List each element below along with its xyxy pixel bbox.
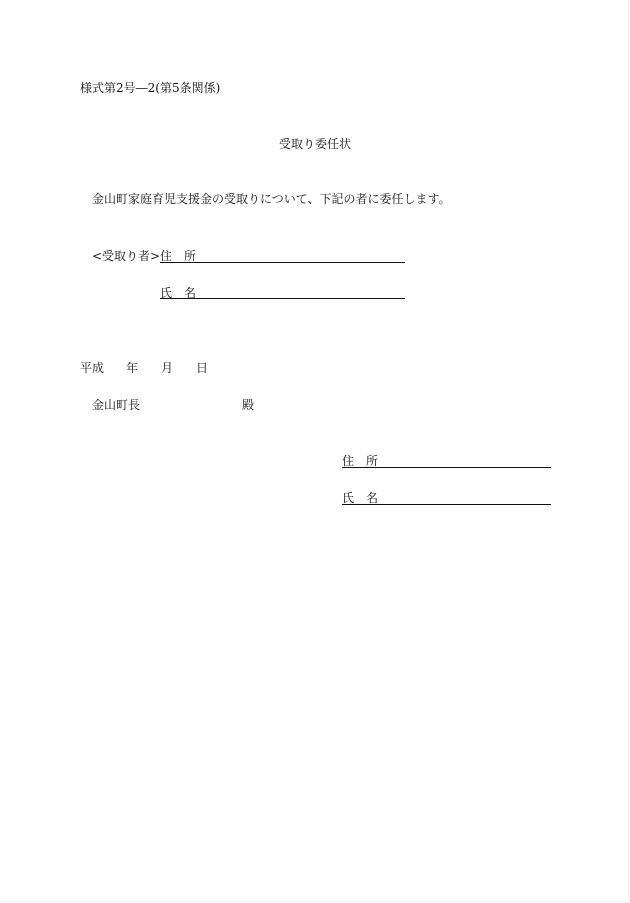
date-era: 平成	[80, 361, 105, 375]
recipient-name-underline	[160, 298, 405, 299]
recipient-name-label: 氏 名	[160, 286, 197, 300]
date-year-label: 年	[126, 361, 139, 375]
addressee-name: 金山町長	[92, 398, 141, 412]
recipient-address-label: 住 所	[160, 249, 197, 263]
document-title: 受取り委任状	[279, 137, 352, 151]
addressee-honorific: 殿	[242, 398, 255, 412]
delegator-name-label: 氏 名	[342, 491, 379, 505]
recipient-address-underline	[160, 262, 405, 263]
recipient-label: <受取り者>	[92, 249, 161, 263]
body-text: 金山町家庭育児支援金の受取りについて、下記の者に委任します。	[92, 192, 451, 206]
form-number: 様式第2号―2(第5条関係)	[80, 81, 221, 95]
date-month-label: 月	[161, 361, 174, 375]
date-day-label: 日	[196, 361, 209, 375]
delegator-address-underline	[342, 467, 551, 468]
delegator-address-label: 住 所	[342, 454, 379, 468]
delegator-name-underline	[342, 504, 551, 505]
